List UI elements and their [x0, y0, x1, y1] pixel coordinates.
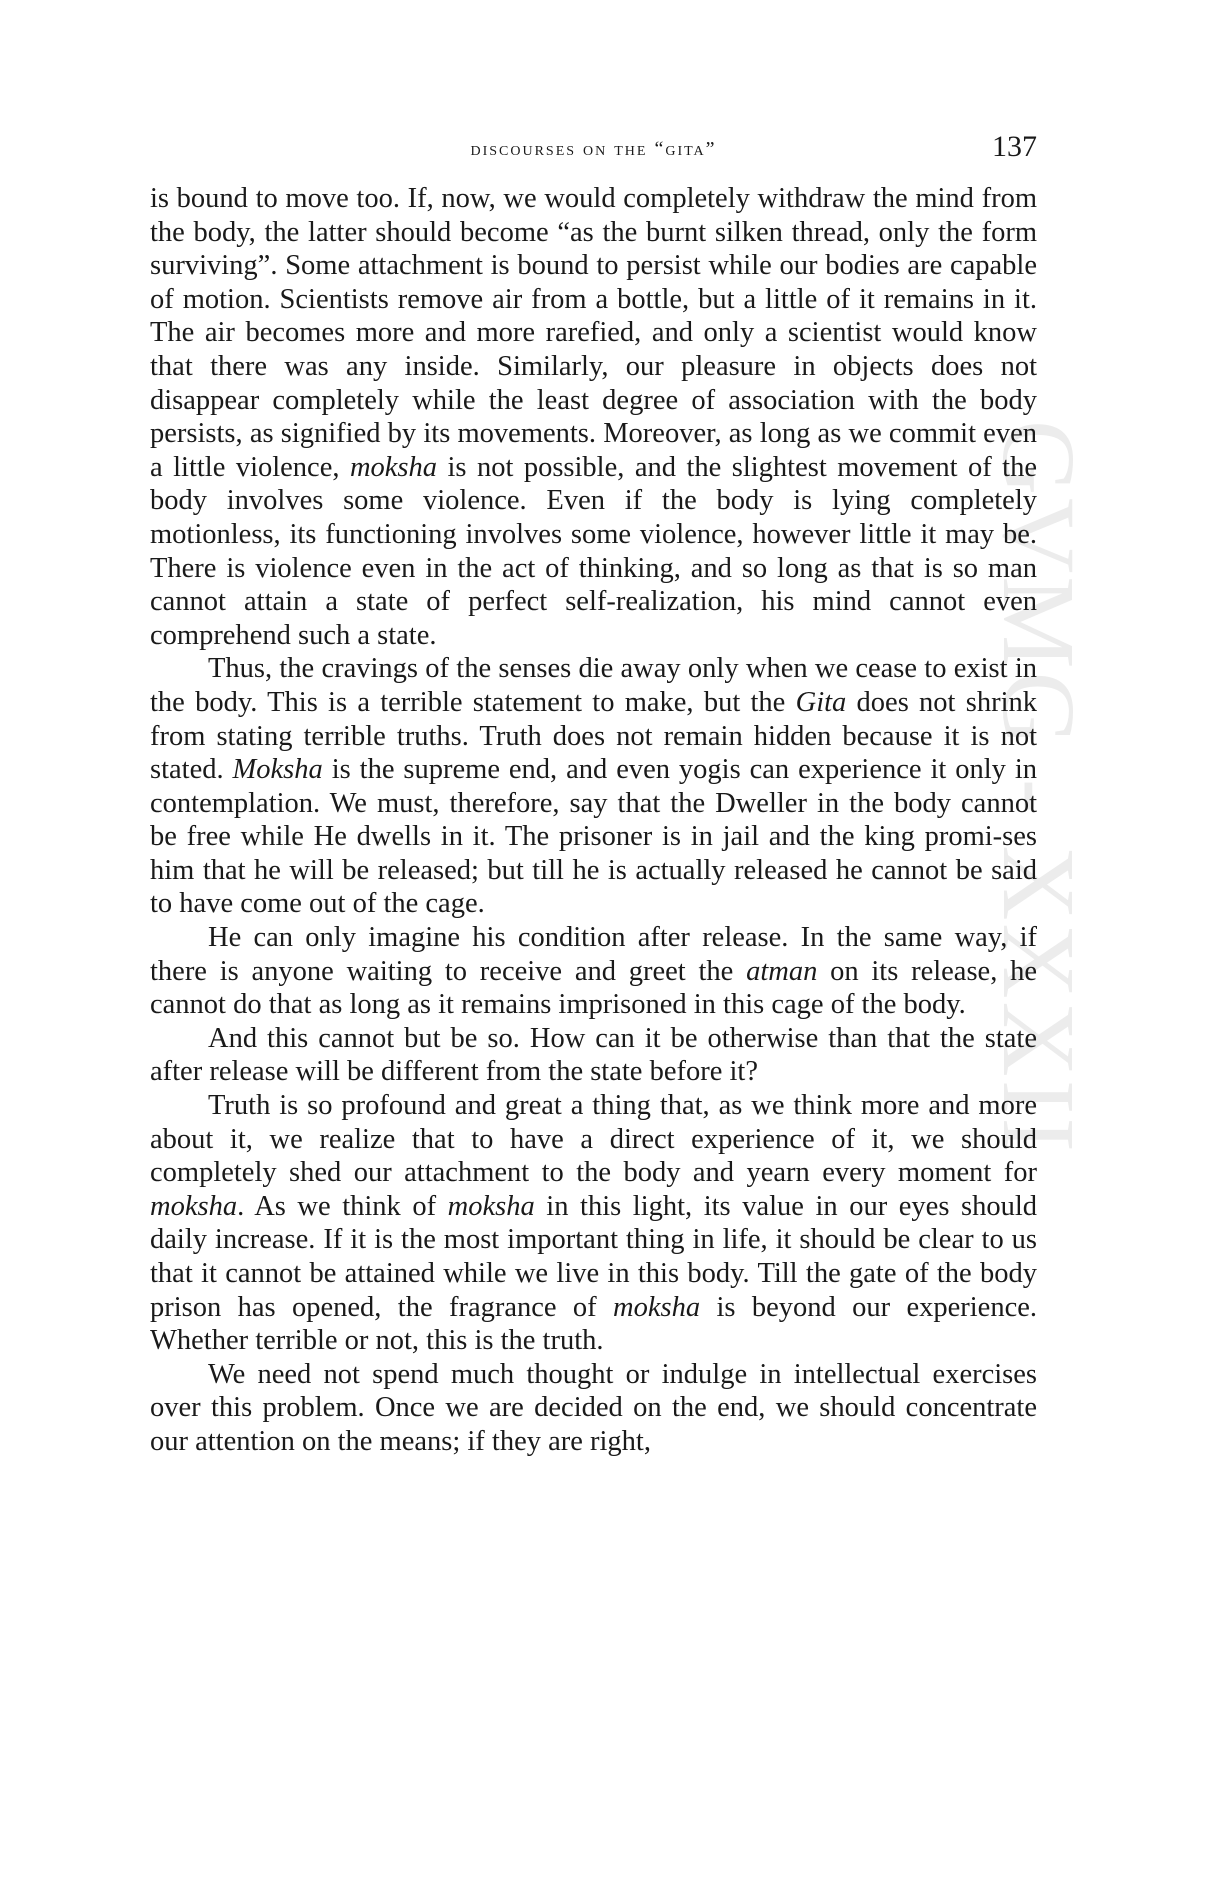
text-segment: . As we think of	[237, 1190, 448, 1222]
text-segment: Thus, the cravings of the senses die away only when we cease to exist in the body. This is a terrible statement to make, but the	[150, 653, 1037, 718]
text-segment: is not possible, and the slightest movement of the body involves some violence. Even if the body is lying completely motionless, its functioning involves some violence, however little it may be. There is violence even in the act of thinking, and so long as that is so man cannot attain a state of perfect self-realization, his mind cannot even comprehend such a state.	[150, 451, 1037, 651]
italic-term: moksha	[447, 1190, 535, 1222]
italic-term: moksha	[349, 451, 438, 483]
text-segment: And this cannot but be so. How can it be otherwise than that the state after release will be different from the state before it?	[150, 1022, 1037, 1088]
paragraph-3	[150, 921, 1037, 1022]
paragraph-4	[150, 1022, 1037, 1089]
text-segment: is bound to move too. If, now, we would completely withdraw the mind from the body, the latter should become “as the burnt silken thread, only the form surviving”. Some attachment is bound to persist while our bodies are capable of motion. Scientists remove air from a bottle, but a little of it remains in it. The air becomes more and more rarefied, and only a scientist would know that there was any inside. Similarly, our pleasure in objects does not disappear completely while the least degree of association with the body persists, as signified by its movements. Moreover, as long as we commit even a little violence,	[150, 183, 1037, 483]
paragraph-5	[150, 1089, 1037, 1358]
italic-term: Gita	[795, 686, 847, 718]
paragraph-2	[150, 652, 1037, 921]
text-segment: is the supreme end, and even yogis can experience it only in contemplation. We must, therefore, say that the Dweller in the body cannot be free while He dwells in it. The prisoner is in jail and the king promi-ses him that he will be released; but till he is actually released he cannot be said to have come out of the cage.	[150, 754, 1037, 920]
text-segment: He can only imagine his condition after release. In the same way, if there is anyone waiting to receive and greet the	[150, 922, 1037, 987]
text-segment: is beyond our experience. Whether terrible or not, this is the truth.	[150, 1291, 1038, 1357]
page-header	[150, 130, 1037, 170]
watermark	[981, 420, 1150, 1480]
text-segment: does not shrink from stating terrible truths. Truth does not remain hidden because it is not stated.	[150, 686, 1037, 786]
text-segment: in this light, its value in our eyes should daily increase. If it is the most important thing in life, it should be clear to us that it cannot be attained while we live in this body. Till the gate of the body prison has opened, the fragrance of	[150, 1190, 1037, 1323]
paragraph-1	[150, 182, 1037, 652]
italic-term: moksha	[150, 1190, 238, 1222]
paragraph-6	[150, 1358, 1037, 1459]
italic-term: Moksha	[232, 754, 323, 786]
body-text	[150, 182, 1037, 1459]
text-segment: Truth is so profound and great a thing that, as we think more and more about it, we realize that to have a direct experience of it, we should completely shed our attachment to the body and yearn every moment for	[150, 1090, 1037, 1189]
page-number: 137	[992, 130, 1037, 163]
text-segment: on its release, he cannot do that as long as it remains imprisoned in this cage of the body.	[150, 955, 1037, 1021]
italic-term: moksha	[613, 1291, 701, 1323]
running-head: discourses on the “gita”	[470, 138, 717, 160]
text-segment: We need not spend much thought or indulge in intellectual exercises over this problem. Once we are decided on the end, we should concentrate our attention on the means; if they are right,	[150, 1358, 1037, 1457]
watermark-text: GVMG - XXXII	[981, 420, 1096, 1156]
italic-term: atman	[746, 955, 818, 987]
